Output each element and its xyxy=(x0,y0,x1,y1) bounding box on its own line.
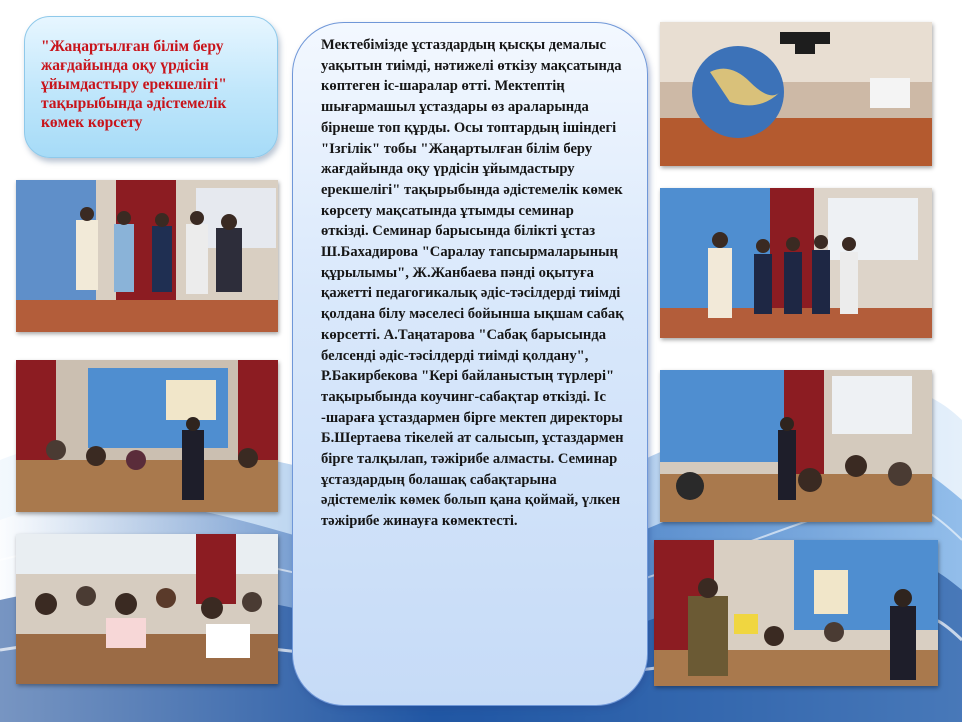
article-box xyxy=(292,22,648,706)
photo-presenters-standing xyxy=(16,180,278,332)
article-title: "Жаңартылған білім беру жағдайында оқу үрдісін ұйымдастыру ерекшелігі" тақырыбында әдістемелік көмек көрсету xyxy=(41,38,227,131)
photo-seminar-audience xyxy=(660,370,932,522)
article-body: Мектебімізде ұстаздардың қысқы демалыс уақытын тиімді, нәтижелі өткізу мақсатында көптеген іс-шаралар өтті. Мектептің шығармашыл ұстаздары өз араларында бірнеше топ құрды. Осы топтардың ішіндегі "Ізгілік" тобы "Жаңартылған білім беру жағдайында оқу үрдісін ұйымдастыру ерекшелігі" тақырыбында әдістемелік көмек көрсету мақсатында ұтымды семинар өткізді. Семинар барысында білікті ұстаз Ш.Бахадирова "Саралау тапсырмаларының құрылымы", Ж.Жанбаева пәнді оқытуға қажетті педагогикалық әдіс-тәсілдерді тиімді қолдана білу мәселесі бойынша ықшам сабақ көрсетті. А.Таңатарова "Сабақ барысында белсенді әдіс-тәсілдерді тиімді қолдану", Р.Бакирбекова "Кері байланыстың түрлері" тақырыбында коучинг-сабақтар өткізді. Іс -шараға ұстаздармен бірге мектеп директоры Б.Шертаева тікелей ат салысып, ұстаздармен бірге талқылап, тәжірибе алмасты. Семинар ұстаздардың болашақ сабақтарына әдістемелік көмек болып қана қоймай, үлкен тәжірибе жинауға көмектесті. xyxy=(321,37,624,530)
photo-globe-classroom xyxy=(660,22,932,166)
photo-presenter-with-colleagues xyxy=(660,188,932,338)
title-box xyxy=(24,16,278,158)
photo-group-discussion xyxy=(16,534,278,684)
photo-teachers-seated-banner xyxy=(16,360,278,512)
photo-speaker-addressing-teachers xyxy=(654,540,938,686)
